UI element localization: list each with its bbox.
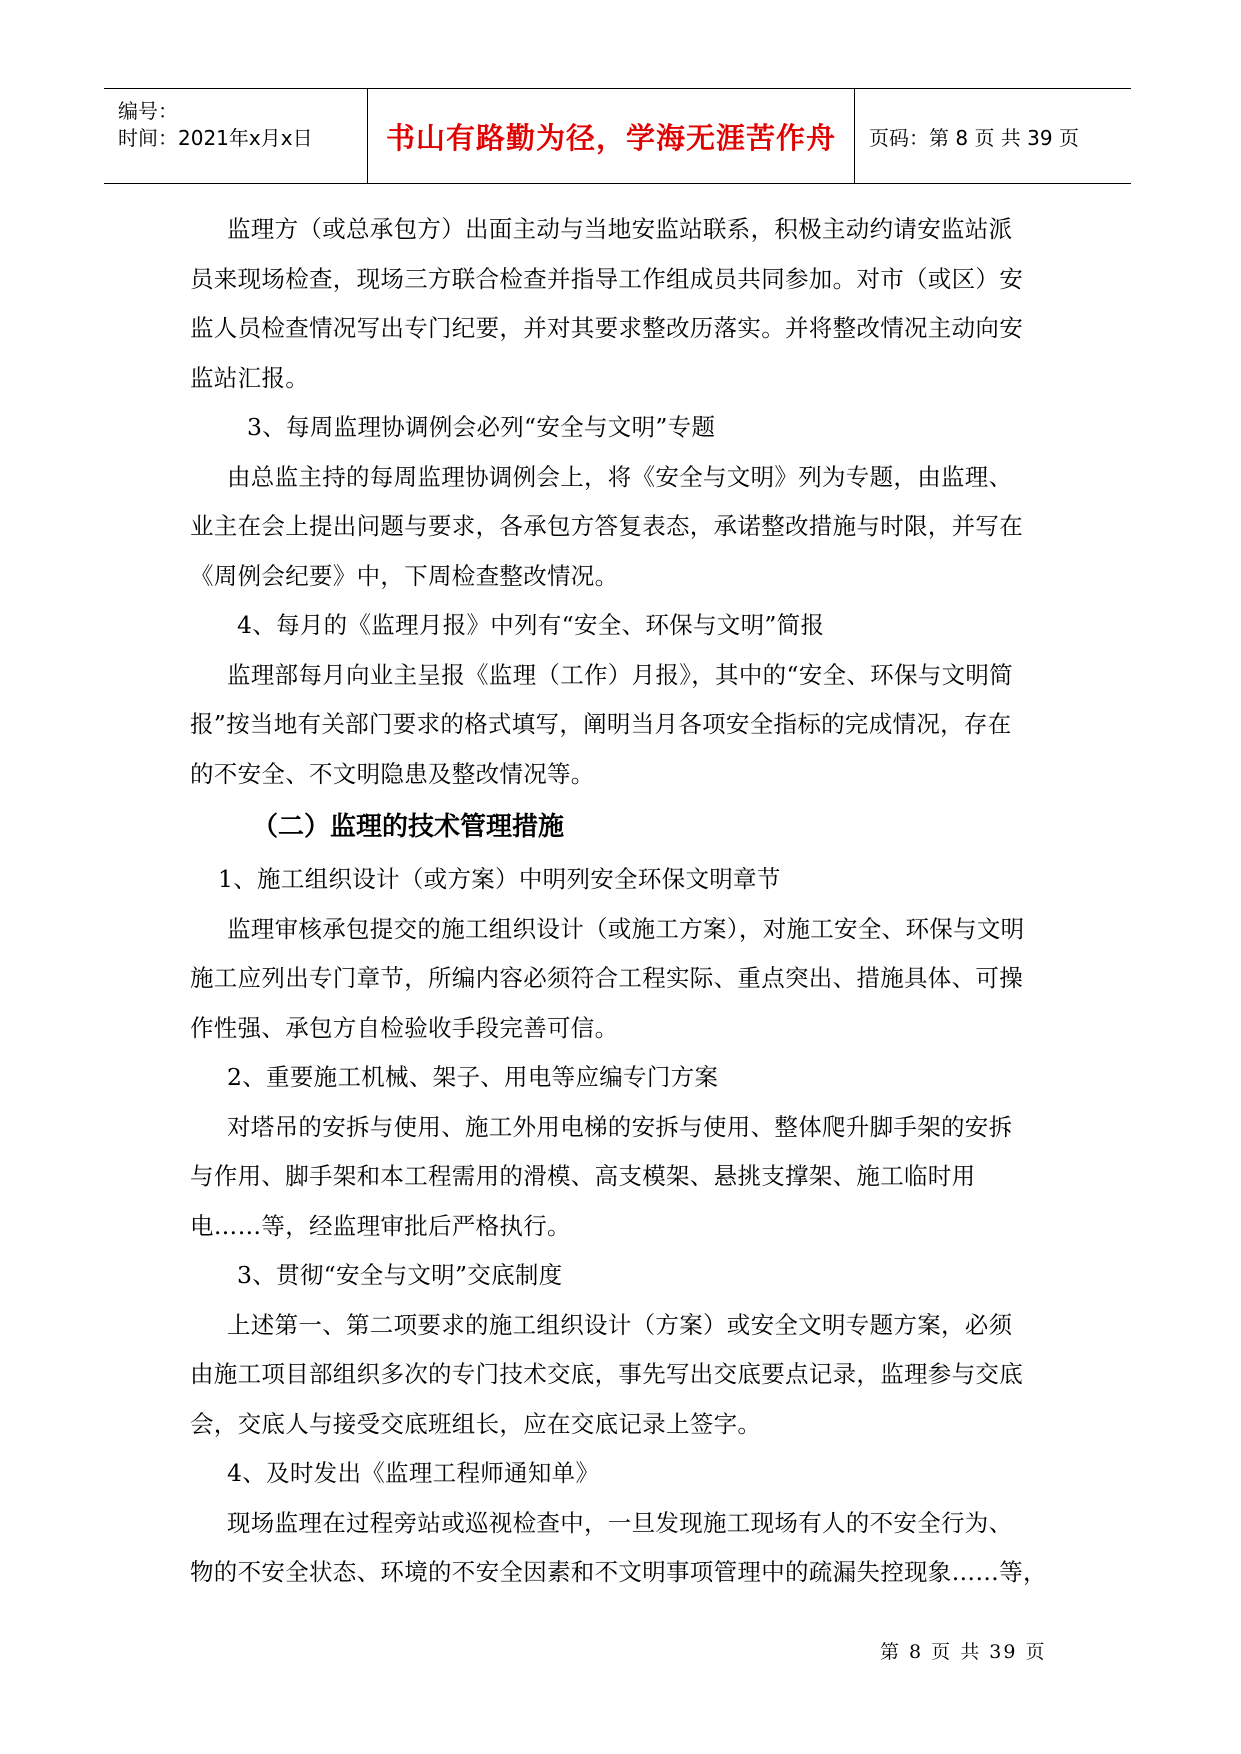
text-line: 对塔吊的安拆与使用、施工外用电梯的安拆与使用、整体爬升脚手架的安拆	[227, 1112, 1013, 1141]
text-line: 2、重要施工机械、架子、用电等应编专门方案	[227, 1063, 719, 1091]
text-line: 上述第一、第二项要求的施工组织设计（方案）或安全文明专题方案，必须	[227, 1310, 1013, 1339]
text-line: 3、每周监理协调例会必列“安全与文明”专题	[247, 413, 716, 441]
text-line: 监理方（或总承包方）出面主动与当地安监站联系，积极主动约请安监站派	[227, 215, 1013, 243]
text-line: 现场监理在过程旁站或巡视检查中，一旦发现施工现场有人的不安全行为、	[227, 1508, 1013, 1537]
text-line: 会，交底人与接受交底班组长，应在交底记录上签字。	[190, 1409, 762, 1438]
text-line: 的不安全、不文明隐患及整改情况等。	[190, 759, 595, 788]
document-body	[190, 205, 1060, 1598]
text-line: 电……等，经监理审批后严格执行。	[190, 1211, 571, 1240]
text-line: 业主在会上提出问题与要求，各承包方答复表态，承诺整改措施与时限，并写在	[190, 512, 1023, 540]
text-line: 监理部每月向业主呈报《监理（工作）月报》，其中的“安全、环保与文明简	[227, 660, 1013, 689]
header-meta-cell	[104, 89, 368, 183]
page-footer: 第 8 页 共 39 页	[880, 1641, 1047, 1663]
text-line: 员来现场检查，现场三方联合检查并指导工作组成员共同参加。对市（或区）安	[190, 264, 1023, 293]
header-motto: 书山有路勤为径，学海无涯苦作舟	[385, 120, 836, 155]
page-header	[104, 88, 1131, 184]
text-line: 3、贯彻“安全与文明”交底制度	[237, 1261, 563, 1289]
text-line: 施工应列出专门章节，所编内容必须符合工程实际、重点突出、措施具体、可操	[190, 964, 1023, 992]
text-line: 监站汇报。	[190, 363, 309, 392]
text-line: 监人员检查情况写出专门纪要，并对其要求整改历落实。并将整改情况主动向安	[190, 314, 1023, 342]
document-number-label: 编号：	[118, 99, 178, 123]
section-heading: （二）监理的技术管理措施	[252, 812, 565, 842]
header-motto-cell	[368, 89, 855, 183]
text-line: 作性强、承包方自检验收手段完善可信。	[190, 1013, 619, 1042]
text-line: 4、每月的《监理月报》中列有“安全、环保与文明”简报	[237, 611, 825, 639]
text-line: 《周例会纪要》中，下周检查整改情况。	[190, 561, 619, 590]
text-line: 物的不安全状态、环境的不安全因素和不文明事项管理中的疏漏失控现象……等，	[190, 1558, 1047, 1586]
text-line: 监理审核承包提交的施工组织设计（或施工方案），对施工安全、环保与文明	[227, 914, 1025, 943]
text-line: 由总监主持的每周监理协调例会上，将《安全与文明》列为专题，由监理、	[227, 462, 1013, 491]
text-line: 由施工项目部组织多次的专门技术交底，事先写出交底要点记录，监理参与交底	[190, 1360, 1023, 1388]
text-line: 1、施工组织设计（或方案）中明列安全环保文明章节	[218, 865, 781, 893]
paragraph-block-1	[190, 205, 1060, 799]
paragraph-block-2	[190, 855, 1060, 1598]
text-line: 与作用、脚手架和本工程需用的滑模、高支模架、悬挑支撑架、施工临时用	[190, 1162, 976, 1190]
text-line: 报”按当地有关部门要求的格式填写，阐明当月各项安全指标的完成情况，存在	[190, 710, 1012, 738]
header-page-cell	[855, 89, 1131, 183]
text-line: 4、及时发出《监理工程师通知单》	[227, 1459, 600, 1487]
document-time-label: 时间：2021年x月x日	[118, 126, 313, 150]
header-page-info: 页码：第 8 页 共 39 页	[869, 125, 1079, 150]
